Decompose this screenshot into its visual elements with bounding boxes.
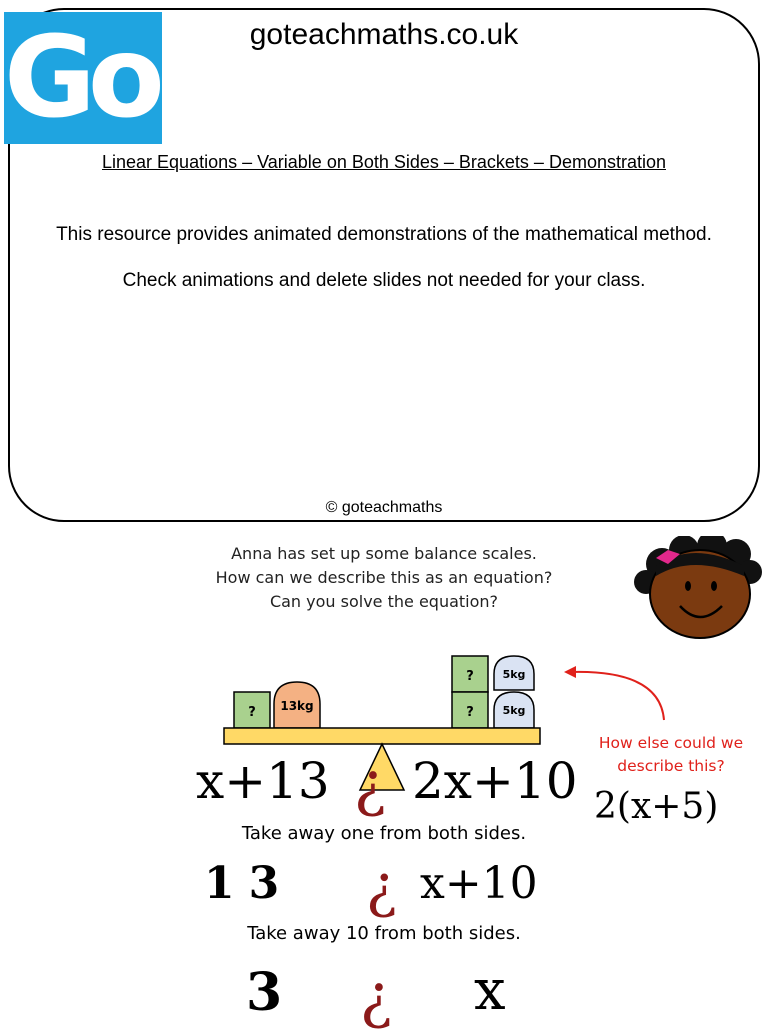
instruction-text: Check animations and delete slides not needed for your class. (122, 270, 646, 291)
question-line-2: How can we describe this as an equation? (215, 568, 553, 587)
callout-arrow-icon (560, 660, 672, 724)
site-name: goteachmaths.co.uk (249, 18, 519, 51)
logo-text: Go! (4, 13, 200, 143)
balance-beam (224, 728, 540, 744)
question-line-3: Can you solve the equation? (269, 592, 499, 611)
equation-1-left: x+13 (196, 752, 330, 810)
equation-2-sign: ¿ (366, 852, 398, 920)
alt-expression: 2(x+5) (594, 786, 719, 827)
equation-3-sign: ¿ (360, 962, 393, 1032)
equation-2-right: x+10 (420, 858, 538, 909)
anna-face-icon (632, 536, 764, 640)
question-line-1: Anna has set up some balance scales. (231, 544, 537, 563)
page-title: Linear Equations – Variable on Both Sides – Brackets – Demonstration (102, 152, 666, 172)
equation-1-right: 2x+10 (412, 752, 578, 810)
equation-1-sign: ¿ (354, 750, 387, 820)
equation-3-left: 3 (246, 962, 283, 1023)
left-weight-label: 13kg (280, 699, 314, 713)
copyright-text: © goteachmaths (325, 499, 443, 516)
right-box-label-2: ? (466, 705, 474, 720)
left-box-label: ? (248, 705, 256, 720)
step-1-text: Take away one from both sides. (241, 823, 527, 844)
equation-3-right: x (474, 958, 506, 1023)
description-text: This resource provides animated demonstrations of the mathematical method. (56, 224, 712, 245)
right-weight-label-1: 5kg (502, 668, 526, 681)
right-weight-label-2: 5kg (502, 704, 526, 717)
callout-text: How else could we describe this? (598, 734, 744, 775)
right-box-label-1: ? (466, 669, 474, 684)
step-2-text: Take away 10 from both sides. (247, 923, 521, 944)
equation-2-left: 13 (204, 858, 294, 909)
